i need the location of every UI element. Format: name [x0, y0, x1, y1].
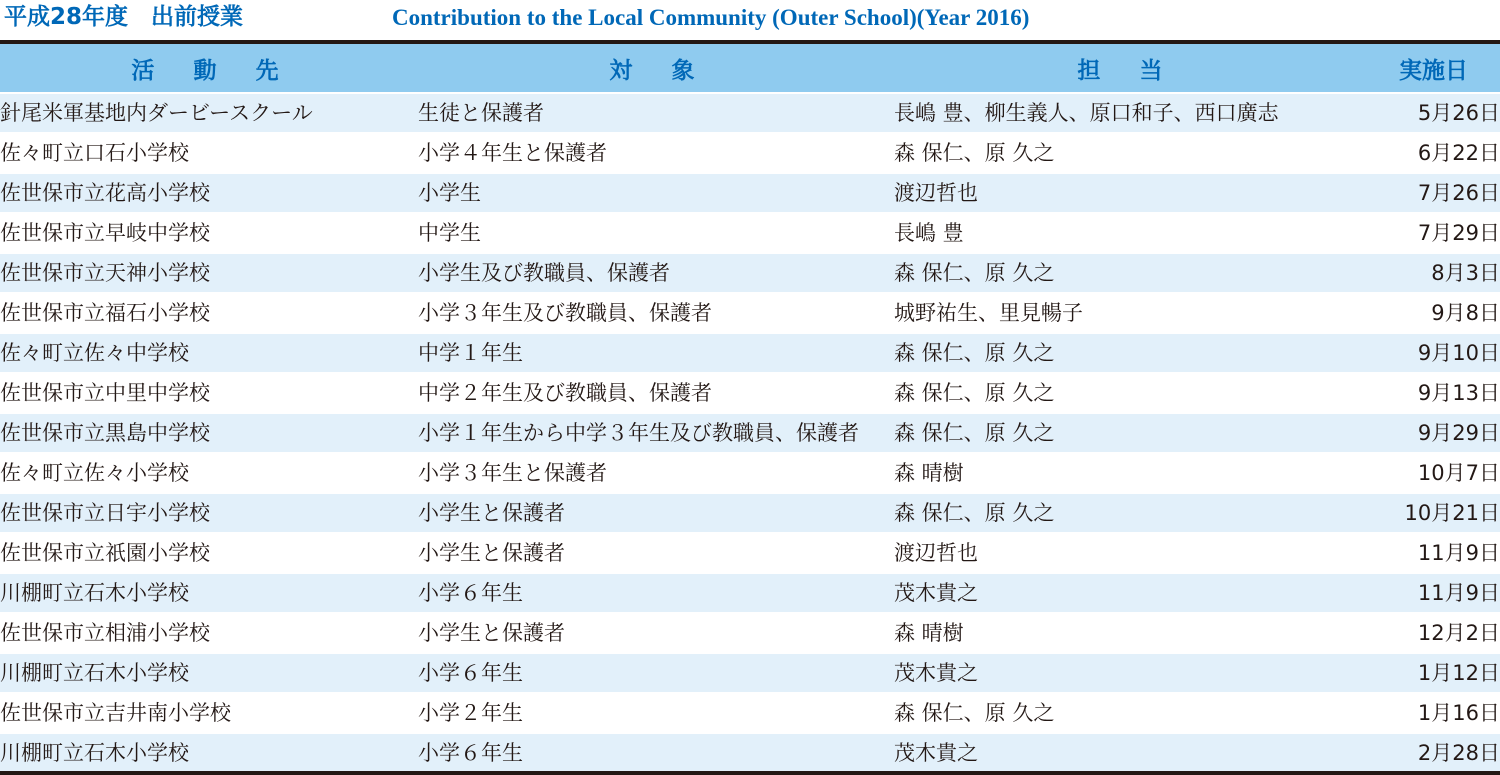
table-row: [0, 173, 1500, 213]
table-row: [0, 733, 1500, 772]
table-row: [0, 213, 1500, 253]
cell-venue: 佐世保市立花高小学校: [0, 173, 418, 213]
table-row: [0, 253, 1500, 293]
cell-staff: 渡辺哲也: [894, 173, 1354, 213]
cell-date: 11月9日: [1354, 573, 1500, 613]
cell-audience: 小学４年生と保護者: [418, 133, 894, 173]
cell-venue: 佐世保市立福石小学校: [0, 293, 418, 333]
cell-venue: 針尾米軍基地内ダービースクール: [0, 93, 418, 133]
cell-date: 8月3日: [1354, 253, 1500, 293]
cell-date: 1月12日: [1354, 653, 1500, 693]
table-header-row: [0, 44, 1500, 93]
cell-audience: 小学６年生: [418, 573, 894, 613]
cell-date: 10月7日: [1354, 453, 1500, 493]
table-row: [0, 453, 1500, 493]
cell-date: 2月28日: [1354, 733, 1500, 772]
cell-audience: 小学３年生と保護者: [418, 453, 894, 493]
table-row: [0, 133, 1500, 173]
page-title-japanese: 平成28年度 出前授業: [4, 4, 244, 30]
table-body: [0, 93, 1500, 772]
cell-date: 7月26日: [1354, 173, 1500, 213]
cell-date: 9月8日: [1354, 293, 1500, 333]
cell-venue: 川棚町立石木小学校: [0, 733, 418, 772]
cell-staff: 森 保仁、原 久之: [894, 413, 1354, 453]
page-title-english: Contribution to the Local Community (Outer School)(Year 2016): [392, 5, 1030, 30]
cell-date: 10月21日: [1354, 493, 1500, 533]
cell-date: 9月10日: [1354, 333, 1500, 373]
table-row: [0, 493, 1500, 533]
cell-audience: 小学１年生から中学３年生及び教職員、保護者: [418, 413, 894, 453]
cell-staff: 森 晴樹: [894, 453, 1354, 493]
cell-audience: 小学生及び教職員、保護者: [418, 253, 894, 293]
table-row: [0, 413, 1500, 453]
cell-audience: 中学生: [418, 213, 894, 253]
cell-staff: 森 保仁、原 久之: [894, 373, 1354, 413]
cell-staff: 茂木貴之: [894, 653, 1354, 693]
cell-audience: 小学６年生: [418, 653, 894, 693]
cell-date: 5月26日: [1354, 93, 1500, 133]
cell-audience: 中学２年生及び教職員、保護者: [418, 373, 894, 413]
cell-audience: 小学６年生: [418, 733, 894, 772]
cell-audience: 生徒と保護者: [418, 93, 894, 133]
cell-audience: 小学生と保護者: [418, 613, 894, 653]
cell-venue: 佐世保市立黒島中学校: [0, 413, 418, 453]
cell-date: 9月29日: [1354, 413, 1500, 453]
cell-venue: 佐世保市立日宇小学校: [0, 493, 418, 533]
table-row: [0, 93, 1500, 133]
bottom-rule: [0, 771, 1500, 775]
column-header-date: 実施日: [1354, 44, 1500, 93]
cell-audience: 小学生と保護者: [418, 533, 894, 573]
cell-date: 1月16日: [1354, 693, 1500, 733]
cell-staff: 茂木貴之: [894, 733, 1354, 772]
page-header: [0, 0, 1500, 38]
cell-audience: 小学２年生: [418, 693, 894, 733]
cell-venue: 佐世保市立吉井南小学校: [0, 693, 418, 733]
cell-date: 6月22日: [1354, 133, 1500, 173]
cell-staff: 森 保仁、原 久之: [894, 253, 1354, 293]
cell-staff: 長嶋 豊: [894, 213, 1354, 253]
cell-venue: 佐々町立佐々小学校: [0, 453, 418, 493]
cell-staff: 森 保仁、原 久之: [894, 693, 1354, 733]
cell-venue: 佐々町立佐々中学校: [0, 333, 418, 373]
cell-audience: 中学１年生: [418, 333, 894, 373]
cell-venue: 佐世保市立早岐中学校: [0, 213, 418, 253]
column-header-audience: 対 象: [418, 44, 894, 93]
cell-venue: 佐世保市立天神小学校: [0, 253, 418, 293]
cell-venue: 佐世保市立祇園小学校: [0, 533, 418, 573]
cell-staff: 森 保仁、原 久之: [894, 493, 1354, 533]
cell-venue: 川棚町立石木小学校: [0, 573, 418, 613]
cell-staff: 長嶋 豊、柳生義人、原口和子、西口廣志: [894, 93, 1354, 133]
cell-staff: 森 保仁、原 久之: [894, 133, 1354, 173]
cell-venue: 佐世保市立中里中学校: [0, 373, 418, 413]
cell-date: 11月9日: [1354, 533, 1500, 573]
table-row: [0, 693, 1500, 733]
table-row: [0, 533, 1500, 573]
column-header-venue: 活 動 先: [0, 44, 418, 93]
cell-venue: 川棚町立石木小学校: [0, 653, 418, 693]
table-row: [0, 333, 1500, 373]
outreach-table: [0, 44, 1500, 772]
cell-staff: 城野祐生、里見暢子: [894, 293, 1354, 333]
table-row: [0, 373, 1500, 413]
cell-staff: 森 晴樹: [894, 613, 1354, 653]
cell-date: 12月2日: [1354, 613, 1500, 653]
cell-staff: 茂木貴之: [894, 573, 1354, 613]
cell-audience: 小学生: [418, 173, 894, 213]
table-row: [0, 293, 1500, 333]
cell-venue: 佐々町立口石小学校: [0, 133, 418, 173]
cell-staff: 渡辺哲也: [894, 533, 1354, 573]
table-row: [0, 573, 1500, 613]
cell-date: 7月29日: [1354, 213, 1500, 253]
cell-date: 9月13日: [1354, 373, 1500, 413]
table-row: [0, 613, 1500, 653]
column-header-staff: 担 当: [894, 44, 1354, 93]
cell-venue: 佐世保市立相浦小学校: [0, 613, 418, 653]
cell-audience: 小学３年生及び教職員、保護者: [418, 293, 894, 333]
table-row: [0, 653, 1500, 693]
cell-audience: 小学生と保護者: [418, 493, 894, 533]
cell-staff: 森 保仁、原 久之: [894, 333, 1354, 373]
